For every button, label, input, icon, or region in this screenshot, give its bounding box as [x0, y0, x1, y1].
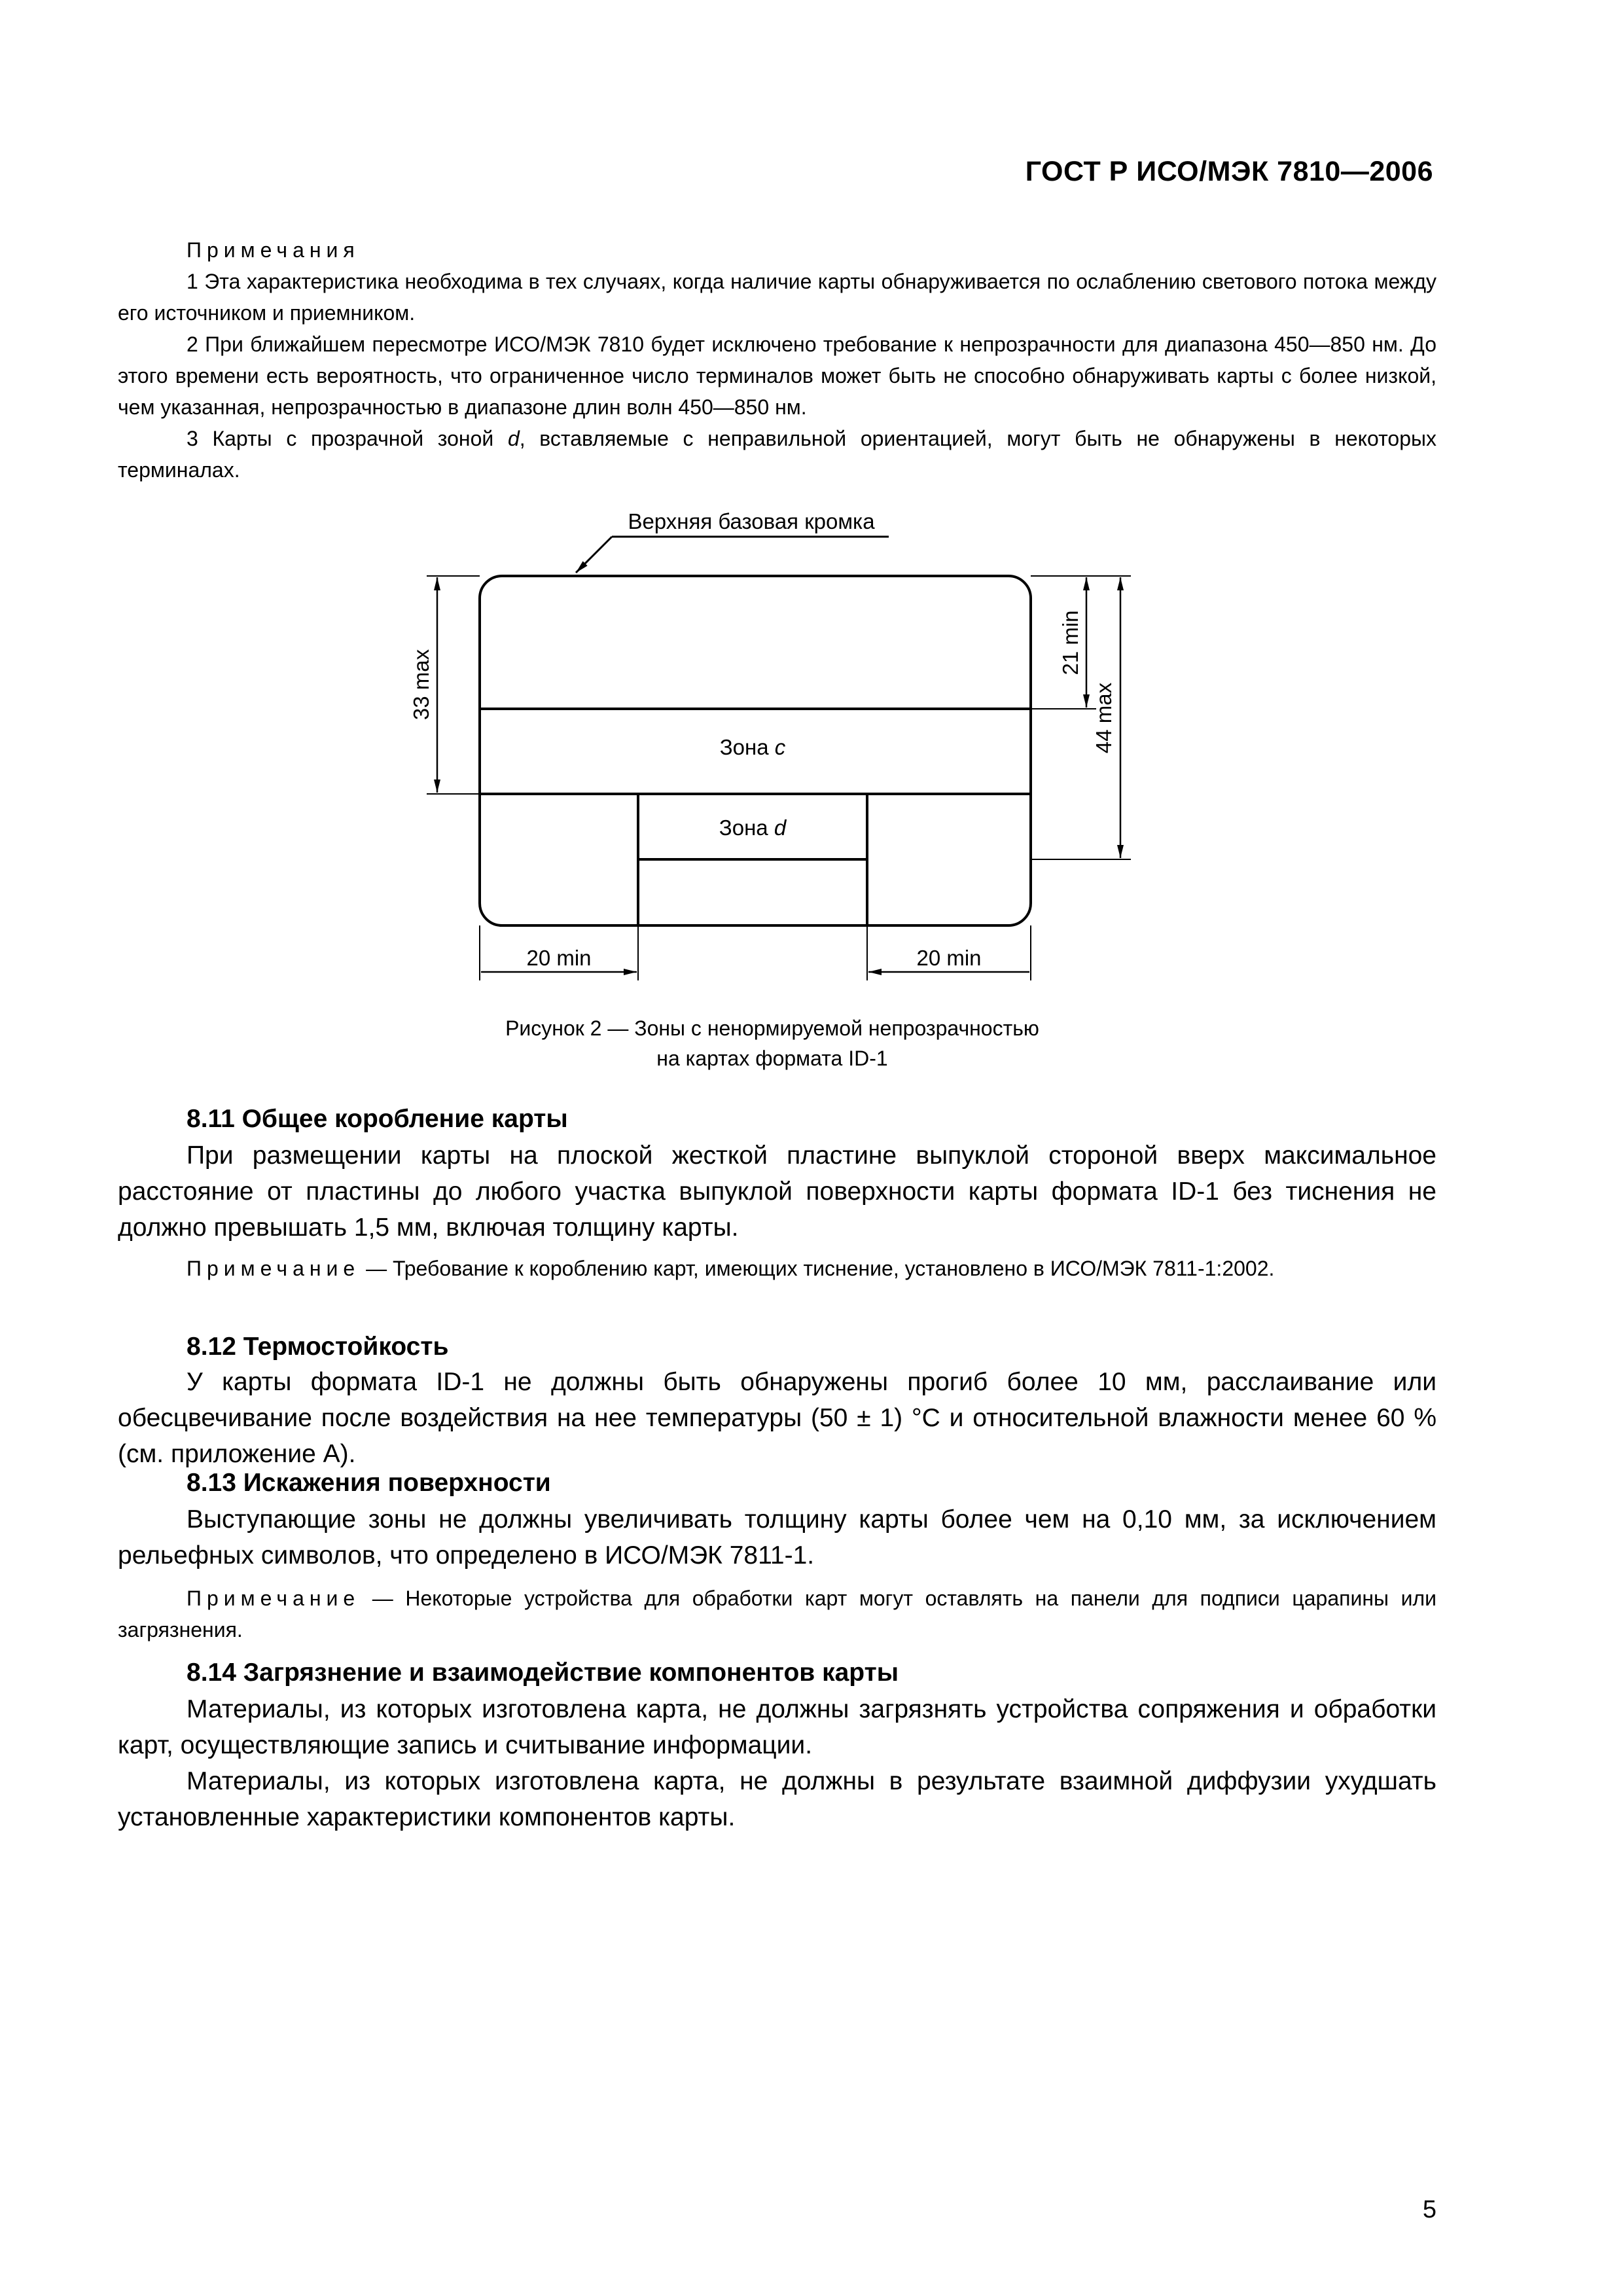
section-8-13-title: 8.13 Искажения поверхности: [187, 1469, 551, 1497]
dim-44-label: 44 max: [1092, 682, 1116, 754]
zone-d-label: [719, 816, 787, 840]
note-3-post: , вставляемые с неправильной ориентацией, могут быть не обнаружены в некоторых терминалах.: [118, 427, 1437, 482]
document-header: ГОСТ Р ИСО/МЭК 7810—2006: [1025, 156, 1433, 187]
page-number: 5: [1422, 2196, 1436, 2223]
section-8-11-note-label: Примечание: [187, 1257, 361, 1280]
figure-caption-line-2: на картах формата ID-1: [656, 1047, 888, 1070]
zone-c-var: c: [774, 735, 786, 759]
section-8-11-note: [118, 1253, 1436, 1284]
note-2: 2 При ближайшем пересмотре ИСО/МЭК 7810 будет исключено требование к непрозрачности для диапазона 450—850 нм. До этого времени есть вероятность, что ограниченное число терминалов может быть не способно обнаруживать карты с более низкой, чем указанная, непрозрачностью в диапазоне длин волн 450—850 нм.: [118, 332, 1436, 419]
zone-d-var: d: [774, 816, 787, 840]
note-1: 1 Эта характеристика необходима в тех случаях, когда наличие карты обнаруживается по ослаблению светового потока между его источником и приемником.: [118, 270, 1436, 325]
zone-c-label: [720, 735, 786, 759]
dim-20-right-label: 20 min: [916, 946, 982, 970]
dim-33-label: 33 max: [409, 649, 433, 721]
section-8-14-text-1: Материалы, из которых изготовлена карта, не должны загрязнять устройства сопряжения и обработки карт, осуществляющие запись и считывание информации.: [118, 1695, 1436, 1759]
section-8-12-text: У карты формата ID-1 не должны быть обнаружены прогиб более 10 мм, расслаивание или обесцвечивание после воздействия на нее температуры (50 ± 1) °С и относительной влажности менее 60 % (см. приложение А).: [118, 1368, 1436, 1468]
section-8-13-note-label: Примечание: [187, 1587, 361, 1610]
notes-heading: Примечания: [187, 238, 360, 262]
section-8-14-title: 8.14 Загрязнение и взаимодействие компонентов карты: [187, 1659, 899, 1687]
dim-20-left-label: 20 min: [526, 946, 592, 970]
section-8-13-note: [118, 1583, 1436, 1645]
zone-d-prefix: Зона: [719, 816, 774, 840]
section-8-11-title: 8.11 Общее коробление карты: [187, 1105, 568, 1133]
card-zones-figure: [0, 0, 1623, 1113]
section-8-11-text: При размещении карты на плоской жесткой пластине выпуклой стороной вверх максимальное расстояние от пластины до любого участка выпуклой поверхности карты формата ID-1 без тиснения не должно превышать 1,5 мм, включая толщину карты.: [118, 1141, 1436, 1242]
section-8-13-note-text: — Некоторые устройства для обработки карт могут оставлять на панели для подписи царапины или загрязнения.: [118, 1587, 1436, 1641]
note-3-pre: 3 Карты с прозрачной зоной: [187, 427, 508, 450]
top-edge-label: Верхняя базовая кромка: [628, 509, 875, 533]
figure-caption: [445, 1013, 1099, 1073]
top-edge-leader-arrow: [576, 537, 612, 573]
section-8-14-text-2: Материалы, из которых изготовлена карта, не должны в результате взаимной диффузии ухудшать установленные характеристики компонентов карты.: [118, 1767, 1436, 1831]
section-8-11-note-text: — Требование к короблению карт, имеющих тиснение, установлено в ИСО/МЭК 7811-1:2002.: [360, 1257, 1275, 1280]
note-3-var: d: [507, 427, 520, 450]
section-8-13-text: Выступающие зоны не должны увеличивать толщину карты более чем на 0,10 мм, за исключением рельефных символов, что определено в ИСО/МЭК 7811-1.: [118, 1505, 1436, 1570]
dim-21-label: 21 min: [1058, 610, 1082, 675]
zone-c-prefix: Зона: [719, 735, 775, 759]
section-8-12-title: 8.12 Термостойкость: [187, 1333, 449, 1361]
figure-caption-line-1: Рисунок 2 — Зоны с ненормируемой непрозрачностью: [505, 1016, 1039, 1040]
